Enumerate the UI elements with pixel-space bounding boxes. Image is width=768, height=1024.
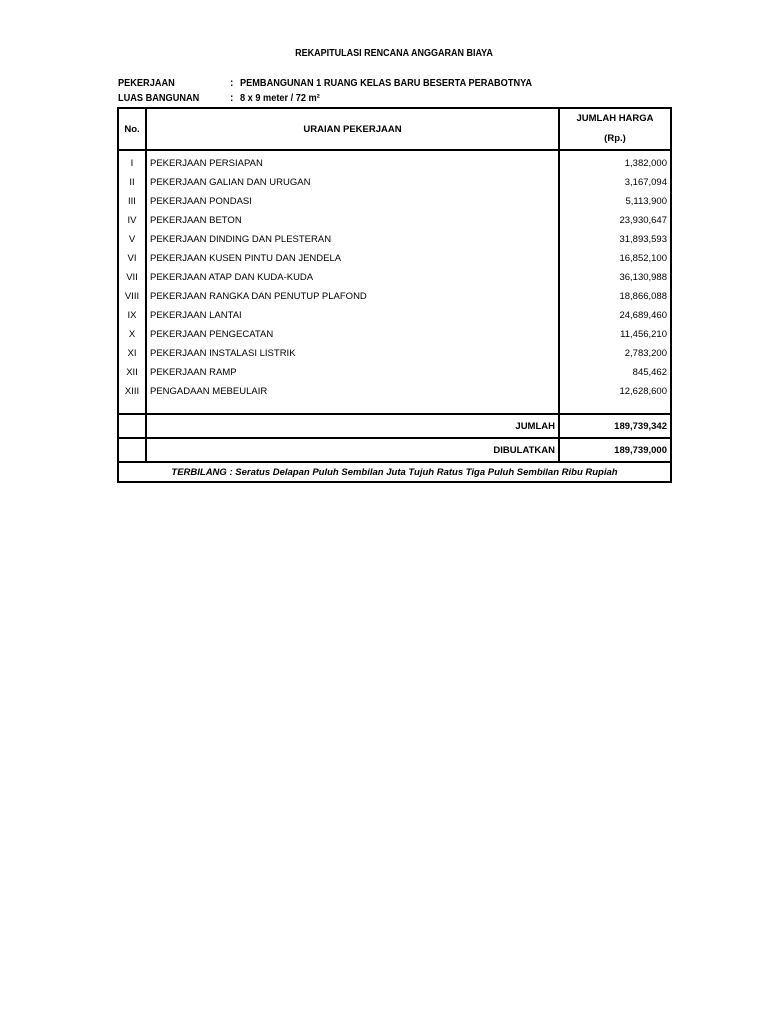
item-description: PEKERJAAN RANGKA DAN PENUTUP PLAFOND	[146, 287, 559, 306]
item-number: VI	[118, 249, 146, 268]
item-number: II	[118, 173, 146, 192]
jumlah-empty-cell	[118, 414, 146, 438]
item-number: VII	[118, 268, 146, 287]
table-row	[118, 325, 671, 344]
item-description: PEKERJAAN LANTAI	[146, 306, 559, 325]
cost-recap-table	[117, 107, 672, 483]
item-number: IX	[118, 306, 146, 325]
dibulatkan-row	[118, 438, 671, 462]
item-amount: 3,167,094	[559, 173, 671, 192]
item-amount: 31,893,593	[559, 230, 671, 249]
header-no: No.	[118, 108, 146, 150]
item-description: PEKERJAAN PONDASI	[146, 192, 559, 211]
header-uraian: URAIAN PEKERJAAN	[146, 108, 559, 150]
item-amount: 5,113,900	[559, 192, 671, 211]
item-amount: 1,382,000	[559, 150, 671, 173]
jumlah-label: JUMLAH	[146, 414, 559, 438]
dibulatkan-label: DIBULATKAN	[146, 438, 559, 462]
header-jumlah-label: JUMLAH HARGA	[576, 113, 654, 124]
table-row	[118, 230, 671, 249]
table-row	[118, 192, 671, 211]
table-row	[118, 268, 671, 287]
item-description: PEKERJAAN KUSEN PINTU DAN JENDELA	[146, 249, 559, 268]
table-row	[118, 249, 671, 268]
item-description: PEKERJAAN ATAP DAN KUDA-KUDA	[146, 268, 559, 287]
luas-label: LUAS BANGUNAN	[118, 93, 200, 104]
jumlah-row	[118, 414, 671, 438]
item-description: PEKERJAAN PENGECATAN	[146, 325, 559, 344]
table-row	[118, 150, 671, 173]
table-row	[118, 287, 671, 306]
table-row	[118, 344, 671, 363]
header-jumlah-harga	[559, 108, 671, 150]
item-description: PENGADAAN MEBEULAIR	[146, 382, 559, 401]
item-number: XII	[118, 363, 146, 382]
item-description: PEKERJAAN PERSIAPAN	[146, 150, 559, 173]
item-number: V	[118, 230, 146, 249]
item-amount: 36,130,988	[559, 268, 671, 287]
item-number: VIII	[118, 287, 146, 306]
table-row	[118, 173, 671, 192]
table-row	[118, 211, 671, 230]
spacer-row	[118, 401, 671, 414]
table-row	[118, 363, 671, 382]
item-amount: 18,866,088	[559, 287, 671, 306]
jumlah-value: 189,739,342	[559, 414, 671, 438]
item-description: PEKERJAAN DINDING DAN PLESTERAN	[146, 230, 559, 249]
item-description: PEKERJAAN RAMP	[146, 363, 559, 382]
luas-value: 8 x 9 meter / 72 m²	[240, 93, 320, 104]
pekerjaan-value: PEMBANGUNAN 1 RUANG KELAS BARU BESERTA PERABOTNYA	[240, 78, 533, 89]
spacer-cell	[118, 401, 146, 414]
table-row	[118, 382, 671, 401]
table-header-row	[118, 108, 671, 150]
dibulatkan-empty-cell	[118, 438, 146, 462]
luas-separator: :	[230, 93, 234, 104]
item-amount: 2,783,200	[559, 344, 671, 363]
document-title: REKAPITULASI RENCANA ANGGARAN BIAYA	[295, 48, 493, 59]
pekerjaan-separator: :	[230, 78, 234, 89]
dibulatkan-value: 189,739,000	[559, 438, 671, 462]
pekerjaan-label: PEKERJAAN	[118, 78, 175, 89]
item-number: XI	[118, 344, 146, 363]
item-number: IV	[118, 211, 146, 230]
item-amount: 16,852,100	[559, 249, 671, 268]
item-number: III	[118, 192, 146, 211]
item-description: PEKERJAAN GALIAN DAN URUGAN	[146, 173, 559, 192]
item-number: XIII	[118, 382, 146, 401]
spacer-cell	[559, 401, 671, 414]
spacer-cell	[146, 401, 559, 414]
terbilang-row	[118, 462, 671, 482]
item-amount: 23,930,647	[559, 211, 671, 230]
item-amount: 24,689,460	[559, 306, 671, 325]
item-description: PEKERJAAN BETON	[146, 211, 559, 230]
header-unit-label: (Rp.)	[604, 133, 626, 144]
item-number: X	[118, 325, 146, 344]
item-number: I	[118, 150, 146, 173]
item-amount: 12,628,600	[559, 382, 671, 401]
item-description: PEKERJAAN INSTALASI LISTRIK	[146, 344, 559, 363]
item-amount: 11,456,210	[559, 325, 671, 344]
terbilang-text: TERBILANG : Seratus Delapan Puluh Sembilan Juta Tujuh Ratus Tiga Puluh Sembilan Ribu Rupiah	[118, 462, 671, 482]
table-row	[118, 306, 671, 325]
item-amount: 845,462	[559, 363, 671, 382]
